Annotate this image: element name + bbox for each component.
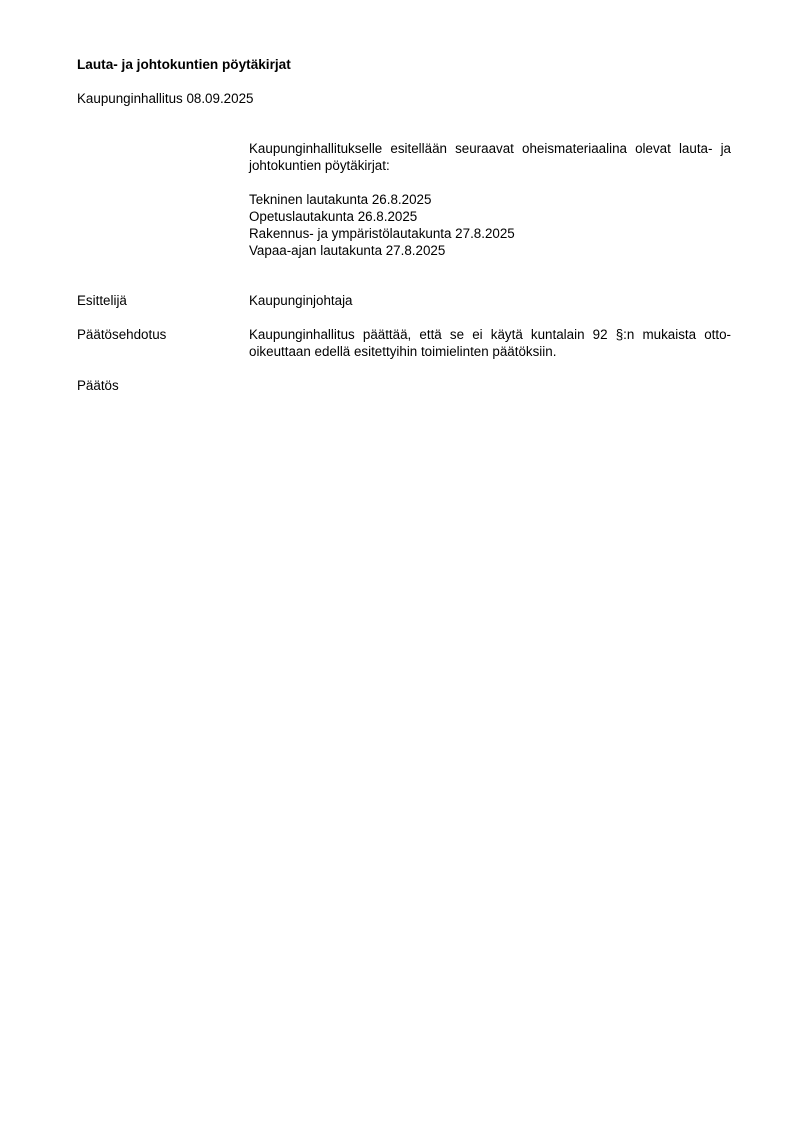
presenter-label: Esittelijä xyxy=(77,293,127,308)
presenter-value: Kaupunginjohtaja xyxy=(249,293,353,308)
decision-label: Päätös xyxy=(77,378,119,393)
meeting-line: Kaupunginhallitus 08.09.2025 xyxy=(77,91,254,106)
committee-list xyxy=(249,191,515,259)
committee-item: Opetuslautakunta 26.8.2025 xyxy=(249,209,418,224)
intro-paragraph: Kaupunginhallitukselle esitellään seuraavat oheismateriaalina olevat lauta- ja johtokuntien pöytäkirjat: xyxy=(249,141,731,173)
proposal-label: Päätösehdotus xyxy=(77,327,167,342)
committee-item: Rakennus- ja ympäristölautakunta 27.8.2025 xyxy=(249,226,515,241)
document-title: Lauta- ja johtokuntien pöytäkirjat xyxy=(77,57,291,72)
committee-item: Vapaa-ajan lautakunta 27.8.2025 xyxy=(249,243,446,258)
committee-item: Tekninen lautakunta 26.8.2025 xyxy=(249,192,432,207)
proposal-value: Kaupunginhallitus päättää, että se ei käytä kuntalain 92 §:n mukaista otto-oikeuttaan edellä esitettyihin toimielinten päätöksiin. xyxy=(249,327,731,359)
